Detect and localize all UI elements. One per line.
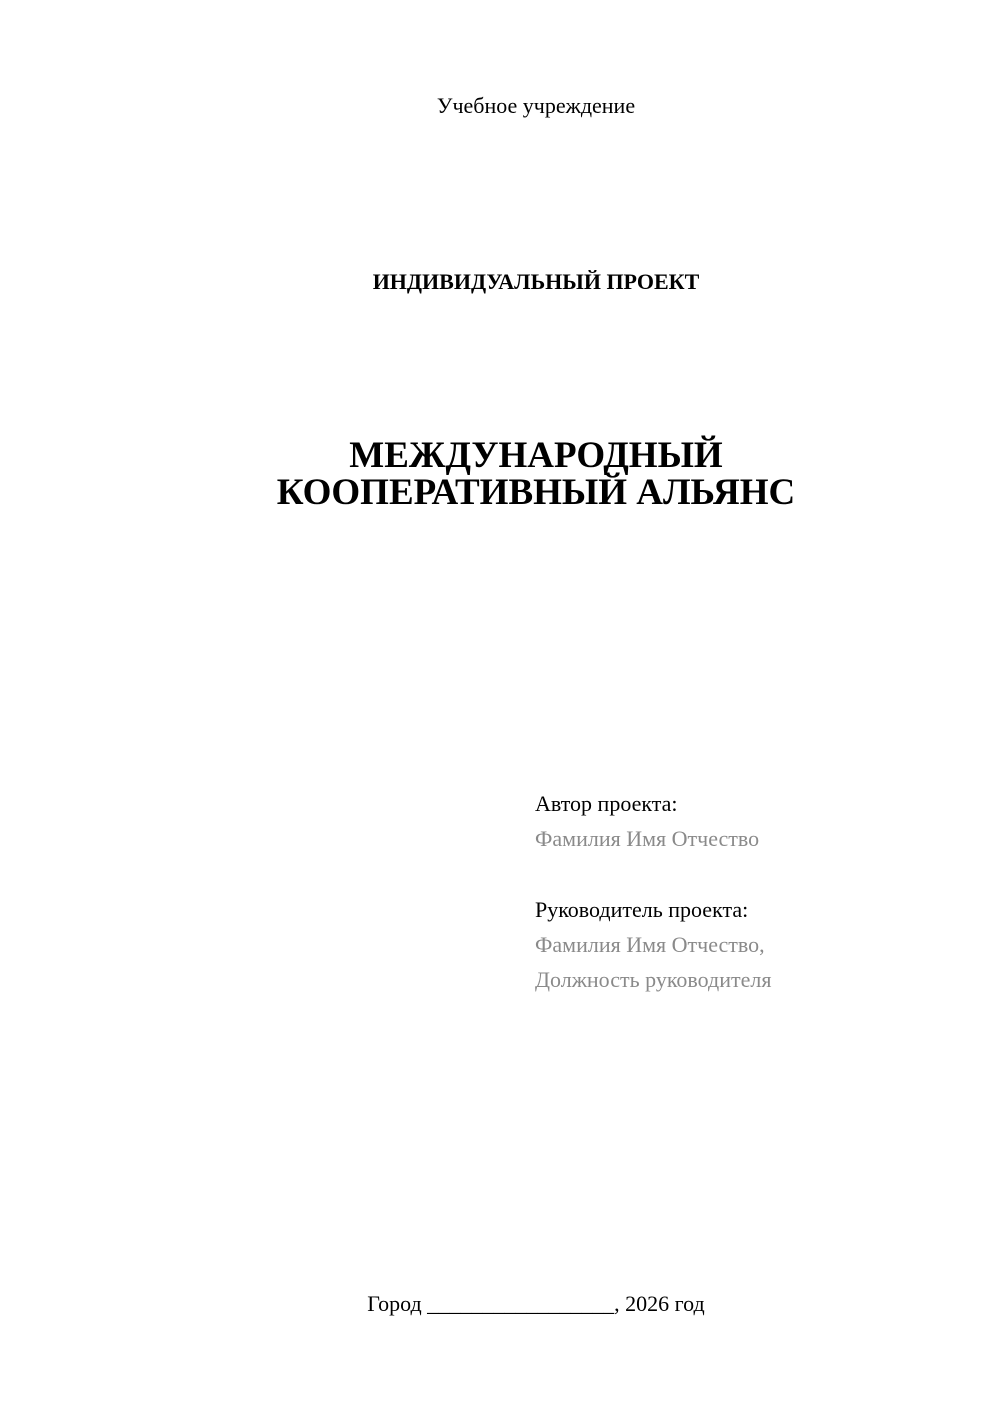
author-label: Автор проекта:: [535, 791, 678, 816]
project-title-line-2: КООПЕРАТИВНЫЙ АЛЬЯНС: [276, 472, 796, 513]
institution-name: Учебное учреждение: [436, 93, 636, 118]
author-name: Фамилия Имя Отчество: [535, 826, 760, 851]
supervisor-label: Руководитель проекта:: [535, 897, 749, 922]
project-type-heading: ИНДИВИДУАЛЬНЫЙ ПРОЕКТ: [372, 269, 700, 294]
supervisor-name: Фамилия Имя Отчество,: [535, 932, 765, 957]
supervisor-block: [535, 892, 955, 997]
city-year-line: Город _________________, 2026 год: [367, 1291, 705, 1316]
project-title: [0, 437, 1000, 511]
author-block: [535, 786, 955, 856]
project-title-line-1: МЕЖДУНАРОДНЫЙ: [349, 435, 723, 476]
supervisor-position: Должность руководителя: [535, 967, 772, 992]
